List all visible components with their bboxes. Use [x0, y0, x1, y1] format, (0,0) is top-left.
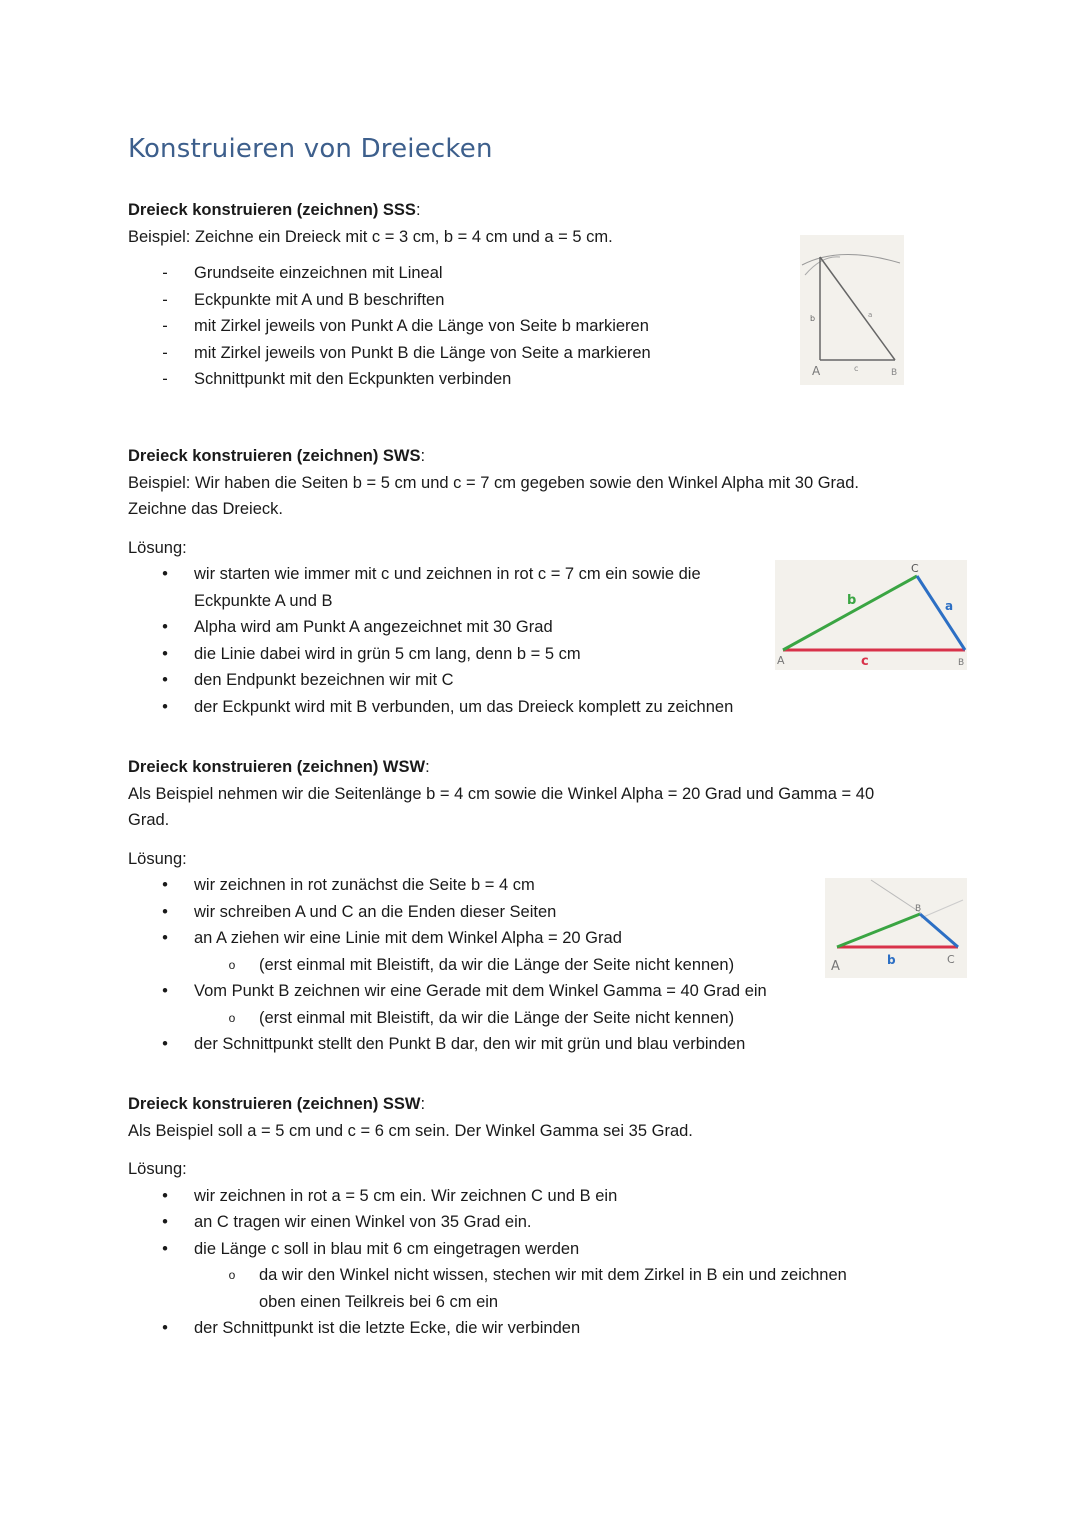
list-item: - mit Zirkel jeweils von Punkt A die Länge von Seite b markieren	[162, 317, 649, 335]
label-b: b	[810, 314, 816, 323]
list-item: • der Schnittpunkt stellt den Punkt B dar, den wir mit grün und blau verbinden	[162, 1035, 746, 1053]
label-c: c	[854, 364, 859, 373]
label-a: a	[945, 599, 954, 613]
wsw-triangle-figure	[825, 878, 967, 978]
list-item: o (erst einmal mit Bleistift, da wir die Länge der Seite nicht kennen)	[228, 955, 735, 974]
label-C: C	[911, 562, 919, 575]
wsw-heading: Dreieck konstruieren (zeichnen) WSW:	[128, 758, 430, 776]
list-item: - mit Zirkel jeweils von Punkt B die Länge von Seite a markieren	[162, 343, 651, 362]
label-b: b	[847, 593, 857, 608]
wsw-example-2: Grad.	[128, 811, 170, 829]
sws-example-2: Zeichne das Dreieck.	[128, 500, 283, 518]
sws-loesung: Lösung:	[128, 538, 187, 557]
list-item: • den Endpunkt bezeichnen wir mit C	[162, 671, 454, 689]
wsw-loesung: Lösung:	[128, 849, 187, 868]
list-item: • wir zeichnen in rot zunächst die Seite b = 4 cm	[162, 876, 535, 894]
list-item: o da wir den Winkel nicht wissen, stechen wir mit dem Zirkel in B ein und zeichnen oben einen Teilkreis bei 6 cm ein	[228, 1266, 847, 1311]
list-item: • an A ziehen wir eine Linie mit dem Winkel Alpha = 20 Grad	[162, 929, 622, 947]
list-item: • die Linie dabei wird in grün 5 cm lang, denn b = 5 cm	[162, 644, 581, 663]
list-item: • Alpha wird am Punkt A angezeichnet mit 30 Grad	[162, 618, 553, 636]
label-C: C	[947, 953, 955, 966]
ssw-step-list	[128, 1183, 958, 1342]
page-title: Konstruieren von Dreiecken	[128, 134, 493, 164]
label-a: a	[868, 311, 873, 319]
label-A: A	[831, 959, 840, 974]
ssw-loesung: Lösung:	[128, 1160, 187, 1178]
wsw-example-1: Als Beispiel nehmen wir die Seitenlänge b = 4 cm sowie die Winkel Alpha = 20 Grad und Gamma = 40	[128, 784, 875, 803]
sss-example: Beispiel: Zeichne ein Dreieck mit c = 3 cm, b = 4 cm und a = 5 cm.	[128, 227, 613, 246]
list-item: • an C tragen wir einen Winkel von 35 Grad ein.	[162, 1213, 532, 1231]
sss-triangle-figure	[800, 235, 904, 385]
sws-example-1: Beispiel: Wir haben die Seiten b = 5 cm und c = 7 cm gegeben sowie den Winkel Alpha mit 30 Grad.	[128, 473, 859, 492]
section-ssw	[128, 1091, 958, 1342]
list-item: - Eckpunkte mit A und B beschriften	[162, 290, 445, 309]
label-B: B	[891, 368, 898, 378]
label-A: A	[812, 364, 821, 378]
list-item: • wir starten wie immer mit c und zeichnen in rot c = 7 cm ein sowie die Eckpunkte A und B	[162, 565, 701, 610]
label-B: B	[958, 658, 965, 668]
label-B: B	[915, 904, 922, 914]
list-item: • der Schnittpunkt ist die letzte Ecke, die wir verbinden	[162, 1319, 581, 1337]
ssw-example: Als Beispiel soll a = 5 cm und c = 6 cm sein. Der Winkel Gamma sei 35 Grad.	[128, 1121, 693, 1140]
sss-heading: Dreieck konstruieren (zeichnen) SSS:	[128, 201, 421, 219]
ssw-heading: Dreieck konstruieren (zeichnen) SSW:	[128, 1095, 426, 1113]
list-item: - Grundseite einzeichnen mit Lineal	[162, 264, 443, 282]
list-item: - Schnittpunkt mit den Eckpunkten verbinden	[162, 370, 512, 388]
list-item: • wir schreiben A und C an die Enden dieser Seiten	[162, 902, 557, 921]
list-item: • die Länge c soll in blau mit 6 cm eingetragen werden	[162, 1239, 580, 1258]
sws-heading: Dreieck konstruieren (zeichnen) SWS:	[128, 447, 426, 465]
list-item: o (erst einmal mit Bleistift, da wir die Länge der Seite nicht kennen)	[228, 1008, 735, 1027]
list-item: • der Eckpunkt wird mit B verbunden, um das Dreieck komplett zu zeichnen	[162, 697, 734, 716]
list-item: • wir zeichnen in rot a = 5 cm ein. Wir zeichnen C und B ein	[162, 1186, 618, 1205]
label-A: A	[777, 654, 785, 667]
label-b: b	[887, 953, 896, 967]
list-item: • Vom Punkt B zeichnen wir eine Gerade mit dem Winkel Gamma = 40 Grad ein	[162, 982, 767, 1000]
label-c: c	[861, 654, 869, 669]
sws-triangle-figure	[775, 560, 967, 670]
